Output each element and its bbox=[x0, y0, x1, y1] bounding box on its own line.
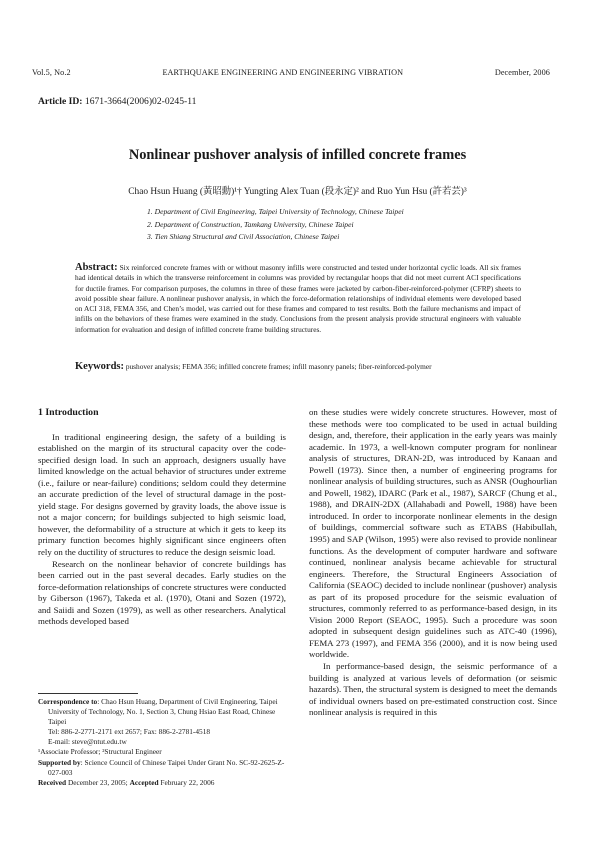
received-date: December 23, 2005; bbox=[66, 777, 130, 787]
affiliation-2: 2. Department of Construction, Tamkang University, Chinese Taipei bbox=[147, 219, 354, 229]
article-id bbox=[38, 96, 196, 107]
keywords-text: pushover analysis; FEMA 356; infilled concrete frames; infill masonry panels; fiber-reinforced-polymer bbox=[124, 362, 432, 371]
paper-title: Nonlinear pushover analysis of infilled concrete frames bbox=[128, 147, 467, 163]
paragraph-3: on these studies were widely concrete structures. However, most of these methods were too complicated to be used in actual building design, and, therefore, their application in the early years was mainly academic. In 1973, a well-known computer program for nonlinear analysis of structures, DRAN-2D, was introduced by Kanaan and Powell (1973). Since then, a number of engineering programs for nonlinear analysis of building structures, such as ANSR (Oughourlian and Powell, 1982), IDARC (Park et al., 1987), SARCF (Chung et al., 1988), and DRAIN-2DX (Allahabadi and Powell, 1988) have been introduced. In order to incorporate nonlinear elements in the design of buildings, commercial software such as ETABS (Habibullah, 1995) and SAP (Wilson, 1995) were also revised to provide nonlinear functions. As the development of computer hardware and software continued, nonlinear analysis became achievable for structural engineers. Therefore, the Structural Engineers Association of California (SEAOC) decided to include nonlinear (pushover) analysis as part of its proposed procedure for the seismic evaluation of structures, commonly referred to as performance-based design, in its Vision 2000 Report (SEAOC, 1995). Such a procedure was soon adopted in subsequent design guidelines such as ATC-40 (1996), FEMA 273 (1997), and FEMA 356 (2000), and it is now being used worldwide. bbox=[309, 407, 557, 660]
section-heading: 1 Introduction bbox=[38, 407, 99, 418]
accepted-label: Accepted bbox=[129, 777, 159, 787]
running-header bbox=[32, 68, 550, 77]
paragraph-4: In performance-based design, the seismic performance of a building is analyzed at various levels of deformation (or seismic hazards). Then, the structural system is designed to meet the demands of individual owners based on pre-estimated construction cost. Since nonlinear analysis is required in this bbox=[309, 661, 557, 718]
correspondence-note bbox=[38, 697, 286, 727]
keywords bbox=[75, 361, 545, 372]
journal-name: EARTHQUAKE ENGINEERING AND ENGINEERING VIBRATION bbox=[162, 68, 404, 77]
volume-info: Vol.5, No.2 bbox=[32, 68, 71, 77]
author-list: Chao Hsun Huang (黃昭勳)¹† Yungting Alex Tuan (段永定)² and Ruo Yun Hsu (許若芸)³ bbox=[128, 187, 467, 197]
article-id-label: Article ID: bbox=[38, 96, 83, 107]
footnotes bbox=[38, 697, 286, 788]
affiliation-3: 3. Tien Shiang Structural and Civil Association, Chinese Taipei bbox=[147, 232, 340, 242]
correspondence-label: Correspondence to bbox=[38, 697, 98, 706]
support-text: : Science Council of Chinese Taipei Under Grant No. SC-92-2625-Z-027-003 bbox=[48, 757, 285, 777]
article-id-value: 1671-3664(2006)02-0245-11 bbox=[84, 96, 197, 107]
received-label: Received bbox=[38, 777, 67, 787]
paragraph-2: Research on the nonlinear behavior of concrete buildings has been carried out in the past several decades. Early studies on the force-deformation relationships of concrete structures were conducted by Giberson (1967), Takeda et al. (1970), Otani and Sozen (1972), and Saiidi and Sozen (1979), as well as other researchers. Analytical methods developed based bbox=[38, 558, 287, 627]
affiliations bbox=[147, 206, 404, 244]
support-label: Supported by bbox=[38, 757, 81, 767]
abstract-text: Six reinforced concrete frames with or without masonry infills were constructed and tested under horizontal cyclic loads. All six frames had identical details in which the transverse reinforcement in columns was provided by rectangular hoops that did not meet current ACI specifications for ductile frames. For comparison purposes, the columns in three of these frames were jacketed by carbon-fiber-reinforced-polymer (CFRP) sheets to avoid possible shear failure. A nonlinear pushover analysis, in which the force-deformation relationships of individual elements were developed based on ACI 318, FEMA 356, and Chen’s model, was carried out for these frames and compared to test results. Both the failure mechanisms and impact of infills on the behaviors of these frames were examined in the study. Conclusions from the present analysis provide structural engineers with valuable information for evaluation and design of infilled concrete frame building structures. bbox=[75, 263, 521, 334]
keywords-label: Keywords: bbox=[75, 361, 124, 372]
support-note bbox=[38, 758, 286, 778]
paragraph-1: In traditional engineering design, the safety of a building is established on the margin of its structural capacity over the code-specified design load. In such an approach, designers usually have limited knowledge on the actual behavior of structures under extreme (i.e., failure or near-failure) conditions; seldom could they determine an accurate prediction of the level of structural damage in the post-yield stage. For designs governed by gravity loads, the above issue is not a major concern; for buildings subjected to high seismic load, however, the deformability of a structure at which it gets to keep its primary function becomes highly significant since engineers often rely on the ductility of structures to reduce the design seismic load. bbox=[38, 431, 286, 558]
footnote-divider bbox=[38, 693, 138, 694]
author-roles: ¹Associate Professor; ²Structural Engineer bbox=[38, 747, 162, 757]
abstract bbox=[75, 263, 521, 335]
affiliation-1: 1. Department of Civil Engineering, Taipei University of Technology, Chinese Taipei bbox=[147, 207, 404, 216]
email-address: E-mail: steve@ntut.edu.tw bbox=[48, 737, 127, 747]
issue-date: December, 2006 bbox=[494, 68, 550, 77]
right-column bbox=[309, 407, 557, 719]
correspondence-text: : Chao Hsun Huang, Department of Civil Engineering, Taipei University of Technology, No. 1, Section 3, Chung Hsiao East Road, Chinese Taipei bbox=[48, 697, 278, 727]
left-column bbox=[38, 407, 286, 628]
accepted-date: February 22, 2006 bbox=[158, 777, 215, 787]
abstract-label: Abstract: bbox=[75, 262, 118, 273]
received-note bbox=[38, 778, 286, 788]
phone-fax: Tel: 886-2-2771-2171 ext 2657; Fax: 886-2-2781-4518 bbox=[48, 727, 211, 737]
